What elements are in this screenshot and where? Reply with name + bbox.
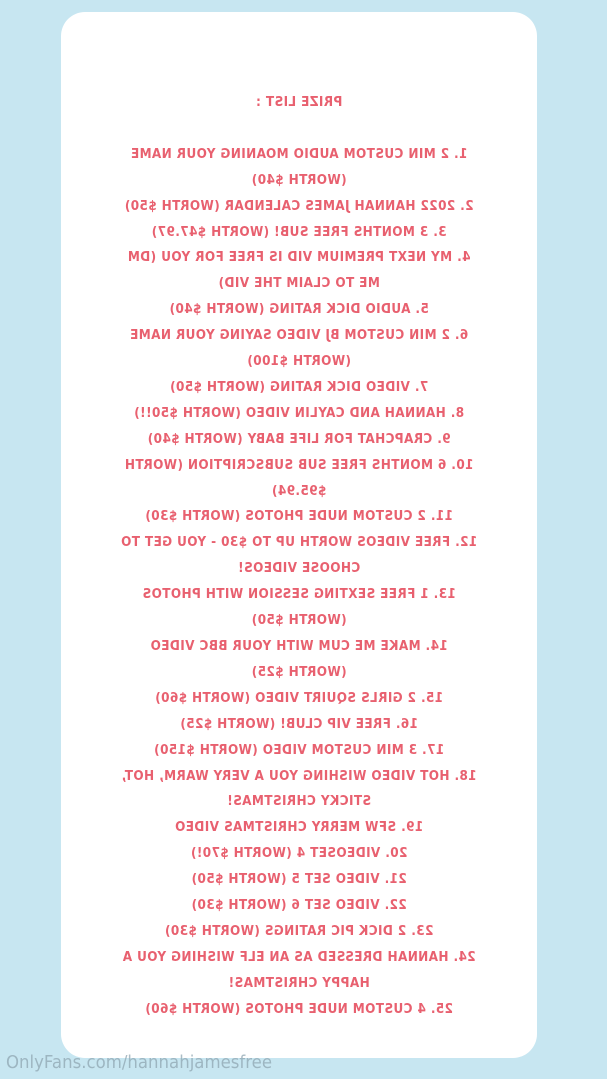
prize-line: 17. 3 MIN CUSTOM VIDEO (WORTH $150) bbox=[153, 742, 445, 758]
prize-line: 16. FREE VIP CLUB! (WORTH $25) bbox=[179, 716, 419, 732]
prize-line: 21. VIDEO SET 5 (WORTH $50) bbox=[191, 872, 407, 888]
prize-list-content bbox=[61, 90, 537, 1023]
prize-line: $95.94) bbox=[271, 483, 327, 499]
prize-line: 11. 2 CUSTOM NUDE PHOTOS (WORTH $30) bbox=[144, 509, 454, 525]
prize-line: 18. HOT VIDEO WISHING YOU A VERY WARM, HOT, bbox=[121, 768, 477, 784]
prize-line: 23. 2 DICK PIC RATINGS (WORTH $30) bbox=[164, 923, 434, 939]
prize-line: STICKY CHRISTMAS! bbox=[226, 794, 372, 810]
prize-line: 15. 2 GIRLS SQUIRT VIDEO (WORTH $60) bbox=[154, 690, 444, 706]
prize-line: 6. 2 MIN CUSTOM BJ VIDEO SAYING YOUR NAME bbox=[129, 328, 469, 344]
prize-line: 24. HANNAH DRESSED AS AN ELF WISHING YOU A bbox=[122, 949, 476, 965]
prize-line: 7. VIDEO DICK RATING (WORTH $50) bbox=[169, 379, 429, 395]
prize-line: 12. FREE VIDEOS WORTH UP TO $30 - YOU GET TO bbox=[120, 535, 478, 551]
prize-line: HAPPY CHRISTMAS! bbox=[228, 975, 370, 991]
prize-line: (WORTH $40) bbox=[251, 172, 347, 188]
prize-line: CHOOSE VIDEOS! bbox=[237, 561, 361, 577]
prize-line: 9. CRAPCHAT FOR LIFE BABY (WORTH $40) bbox=[147, 431, 451, 447]
prize-line: 3. 3 MONTHS FREE SUB! (WORTH $47.97) bbox=[151, 224, 447, 240]
prize-line: (WORTH $50) bbox=[251, 613, 347, 629]
prize-line: 4. MY NEXT PREMIUM VID IS FREE FOR YOU (DM bbox=[127, 250, 471, 266]
prize-line: 13. 1 FREE SEXTING SESSION WITH PHOTOS bbox=[142, 587, 456, 603]
prize-line: 10. 6 MONTHS FREE SUB SUBSCRIPTION (WORTH bbox=[124, 457, 474, 473]
prize-list bbox=[61, 142, 537, 1023]
prize-line: (WORTH $100) bbox=[246, 354, 352, 370]
prize-line: 19. SFW MERRY CHRISTMAS VIDEO bbox=[174, 820, 424, 836]
prize-line: 14. MAKE ME CUM WITH YOUR BBC VIDEO bbox=[150, 639, 448, 655]
prize-list-card bbox=[61, 12, 537, 1058]
prize-line: 5. AUDIO DICK RATING (WORTH $40) bbox=[169, 302, 429, 318]
prize-line: 8. HANNAH AND CAYLIN VIDEO (WORTH $50!!) bbox=[133, 405, 465, 421]
prize-line: 1. 2 MIN CUSTOM AUDIO MOANING YOUR NAME bbox=[130, 146, 468, 162]
prize-line: 25. 4 CUSTOM NUDE PHOTOS (WORTH $60) bbox=[144, 1001, 454, 1017]
prize-line: 2. 2022 HANNAH JAMES CALENDAR (WORTH $50) bbox=[124, 198, 474, 214]
prize-list-title: PRIZE LIST : bbox=[255, 95, 343, 110]
prize-line: 20. VIDEOSET 4 (WORTH $70!) bbox=[190, 846, 408, 862]
prize-line: (WORTH $25) bbox=[251, 664, 347, 680]
prize-line: 22. VIDEO SET 6 (WORTH $30) bbox=[191, 898, 407, 914]
watermark-text: OnlyFans.com/hannahjamesfree bbox=[6, 1052, 273, 1073]
prize-line: ME TO CLAIM THE VID) bbox=[218, 276, 380, 292]
